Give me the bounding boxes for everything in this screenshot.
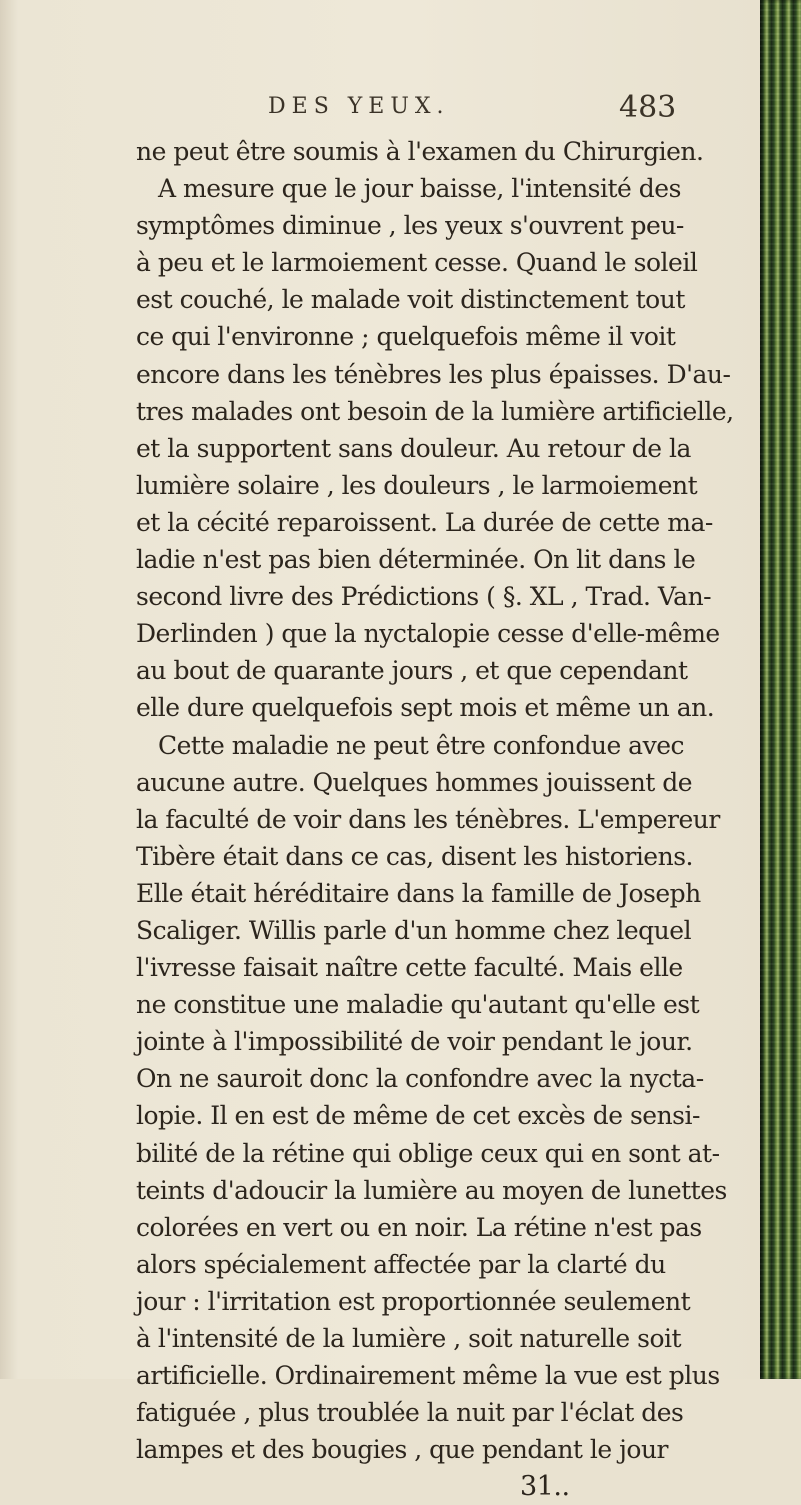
text-line: Tibère était dans ce cas, disent les historiens. xyxy=(136,841,693,871)
text-line: teints d'adoucir la lumière au moyen de lunettes xyxy=(136,1175,727,1205)
body-text xyxy=(136,133,750,1505)
text-line: tres malades ont besoin de la lumière artificielle, xyxy=(136,396,734,426)
text-line: encore dans les ténèbres les plus épaisses. D'au- xyxy=(136,359,731,389)
text-line: à l'intensité de la lumière , soit naturelle soit xyxy=(136,1324,682,1353)
text-line: fatiguée , plus troublée la nuit par l'éclat des xyxy=(136,1398,684,1428)
page-number: 483 xyxy=(619,90,677,125)
running-head: DES YEUX. xyxy=(268,94,450,119)
text-line: colorées en vert ou en noir. La rétine n'est pas xyxy=(136,1212,702,1242)
page-header xyxy=(0,90,760,134)
text-line: alors spécialement affectée par la clarté du xyxy=(136,1249,666,1279)
text-line: second livre des Prédictions ( §. XL , Trad. Van- xyxy=(136,582,712,612)
text-line: et la supportent sans douleur. Au retour de la xyxy=(136,433,691,463)
text-line: Scaliger. Willis parle d'un homme chez lequel xyxy=(136,915,692,945)
book-binding-edge xyxy=(760,0,801,1379)
text-line: Derlinden ) que la nyctalopie cesse d'elle-même xyxy=(136,619,720,649)
text-line: jour : l'irritation est proportionnée seulement xyxy=(136,1286,691,1316)
text-line: bilité de la rétine qui oblige ceux qui en sont at- xyxy=(136,1138,720,1168)
text-line: et la cécité reparoissent. La durée de cette ma- xyxy=(136,507,713,537)
text-line: Elle était héréditaire dans la famille de Joseph xyxy=(136,878,701,908)
text-line: Cette maladie ne peut être confondue avec xyxy=(158,730,685,760)
text-line: elle dure quelquefois sept mois et même un an. xyxy=(136,693,715,723)
text-line: artificielle. Ordinairement même la vue est plus xyxy=(136,1361,720,1391)
text-line: ce qui l'environne ; quelquefois même il voit xyxy=(136,322,676,352)
text-line: l'ivresse faisait naître cette faculté. Mais elle xyxy=(136,953,683,983)
text-line: On ne sauroit donc la confondre avec la nycta- xyxy=(136,1064,704,1094)
signature-mark: 31.. xyxy=(520,1471,570,1503)
text-line: ne peut être soumis à l'examen du Chirurgien. xyxy=(136,137,704,166)
text-line: ladie n'est pas bien déterminée. On lit dans le xyxy=(136,545,696,575)
text-line: symptômes diminue , les yeux s'ouvrent peu- xyxy=(136,211,684,241)
text-line: A mesure que le jour baisse, l'intensité des xyxy=(158,174,681,204)
text-line: la faculté de voir dans les ténèbres. L'empereur xyxy=(136,804,720,834)
text-line: est couché, le malade voit distinctement tout xyxy=(136,285,685,315)
text-line: au bout de quarante jours , et que cependant xyxy=(136,656,688,686)
text-line: à peu et le larmoiement cesse. Quand le soleil xyxy=(136,248,698,278)
text-line: aucune autre. Quelques hommes jouissent de xyxy=(136,767,693,797)
text-line: ne constitue une maladie qu'autant qu'elle est xyxy=(136,990,700,1020)
text-line: lopie. Il en est de même de cet excès de sensi- xyxy=(136,1101,700,1131)
text-line: lumière solaire , les douleurs , le larmoiement xyxy=(136,470,698,500)
text-line: lampes et des bougies , que pendant le jour xyxy=(136,1435,669,1465)
text-line: jointe à l'impossibilité de voir pendant le jour. xyxy=(136,1027,693,1057)
